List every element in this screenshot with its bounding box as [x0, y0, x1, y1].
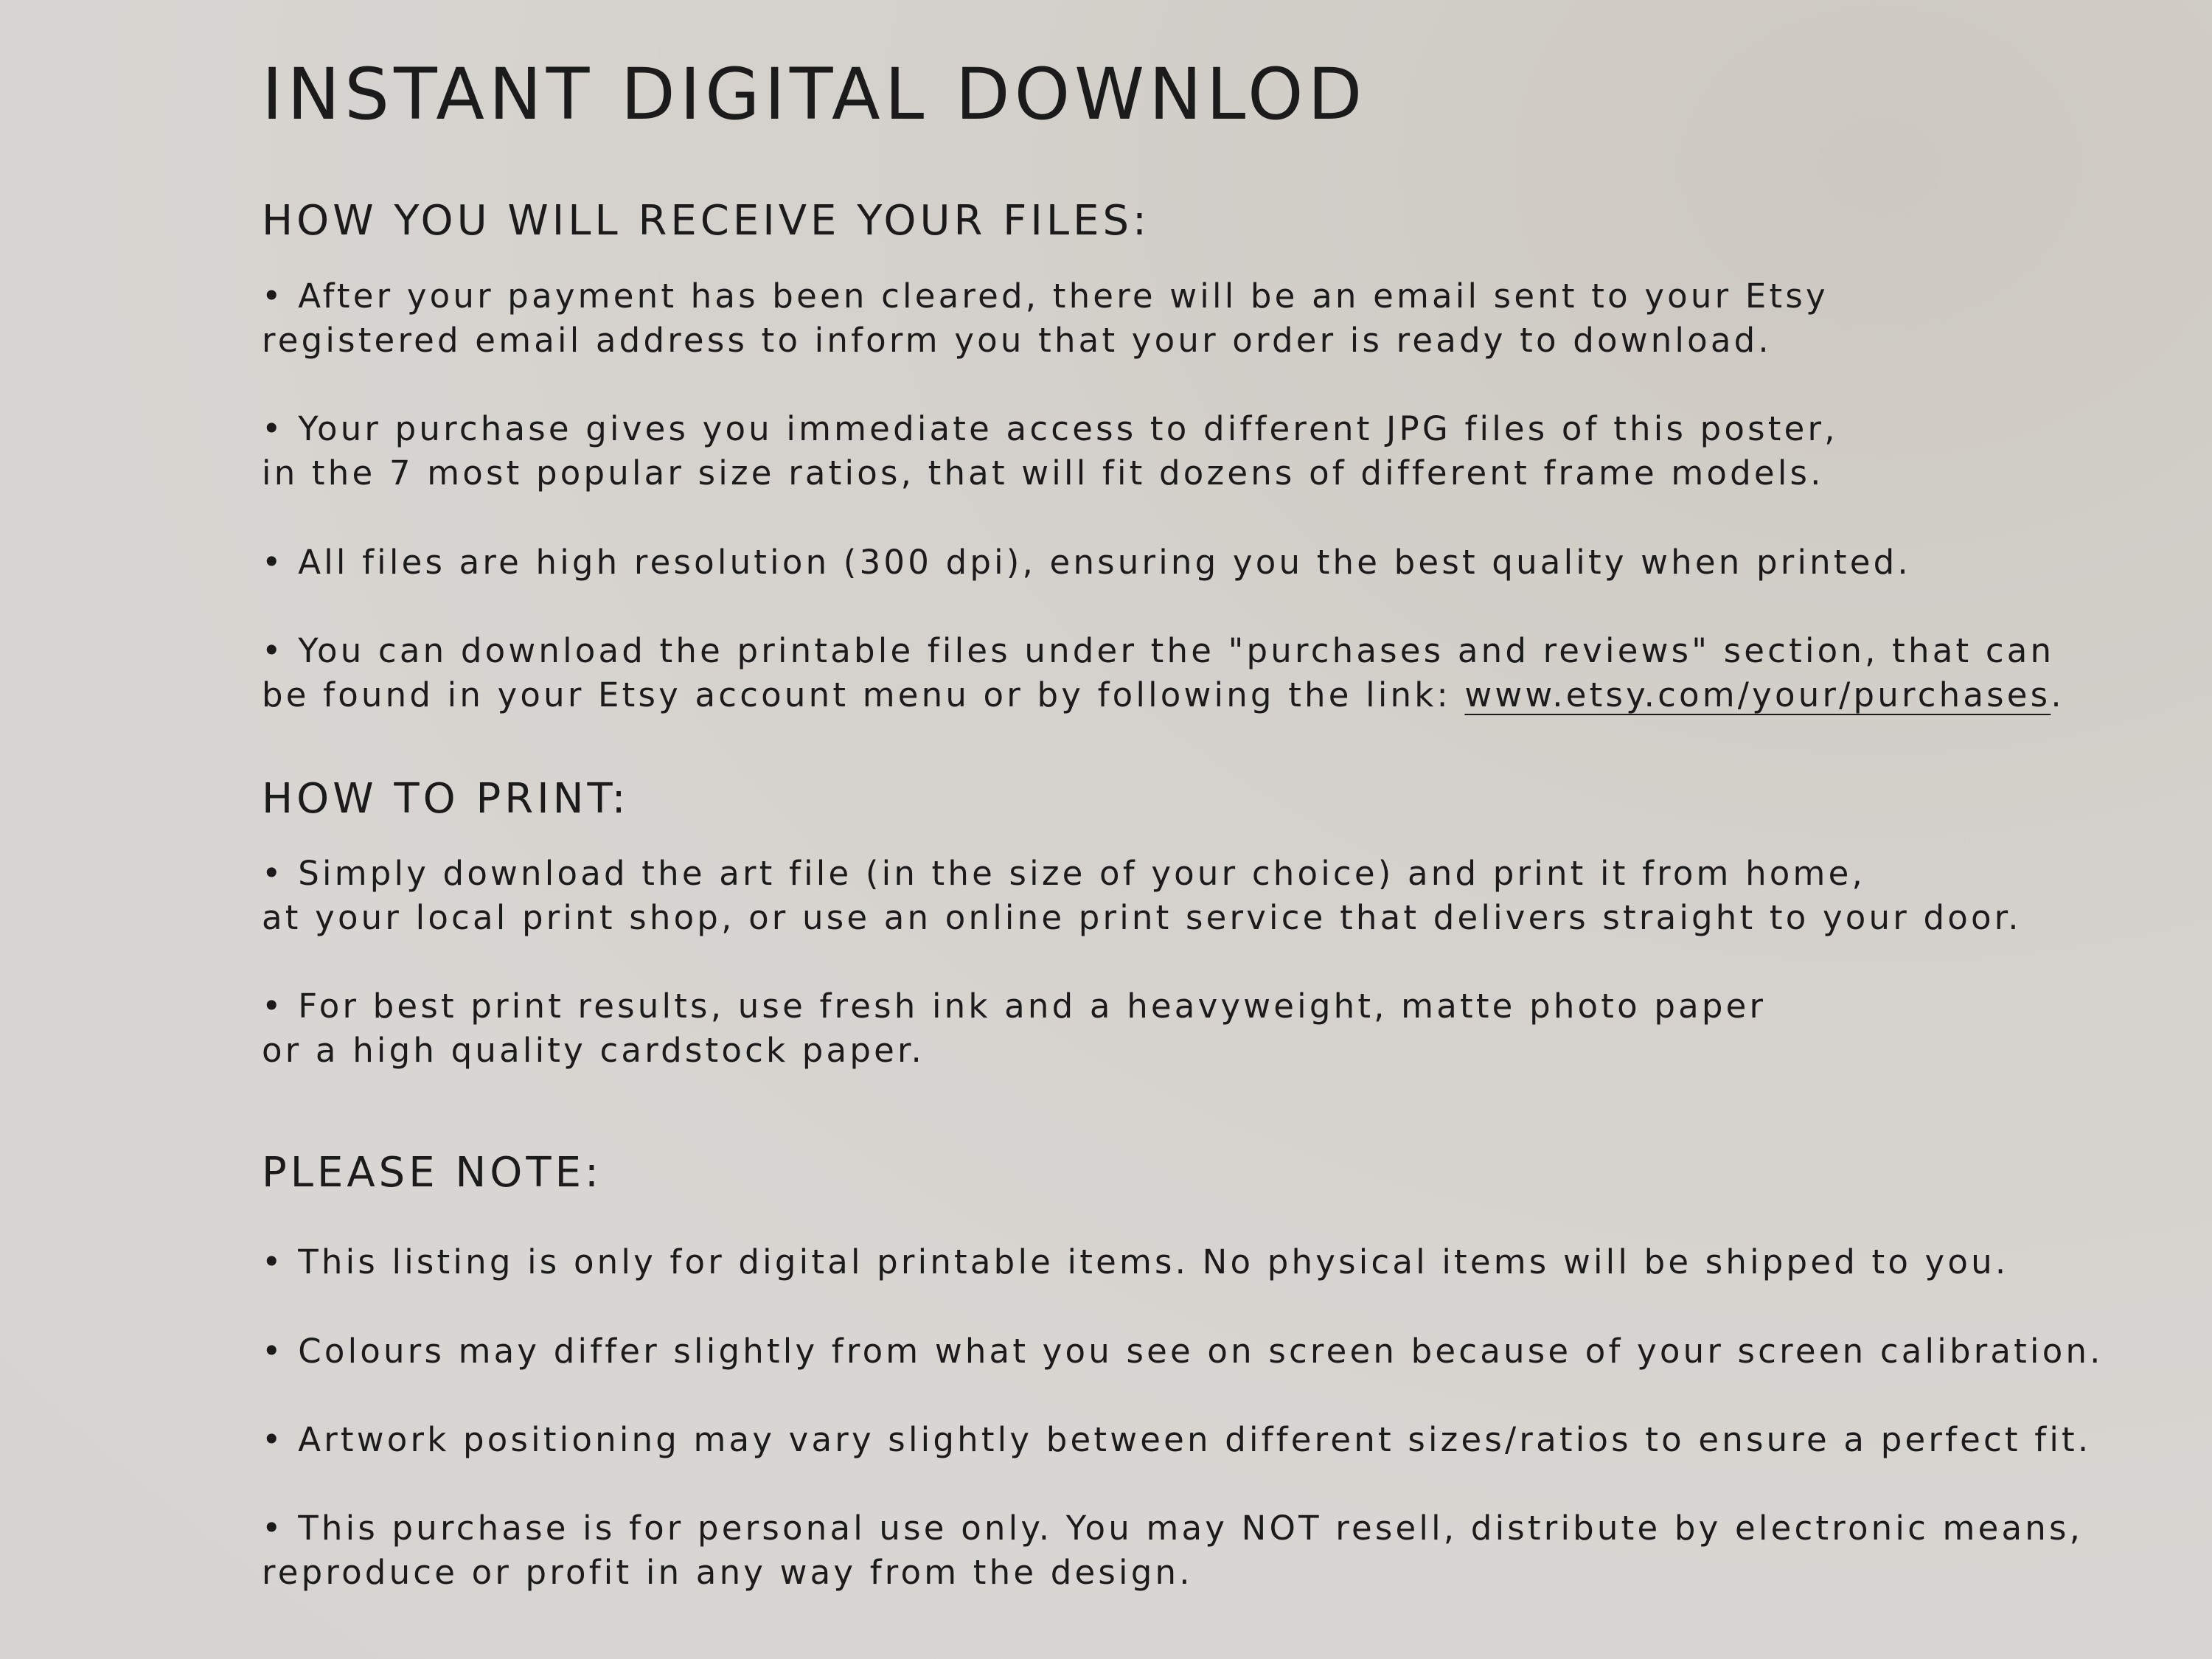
- text-line: at your local print shop, or use an online print service that delivers straight to your door.: [262, 898, 2022, 937]
- text-line: • For best print results, use fresh ink and a heavyweight, matte photo paper: [262, 987, 1767, 1026]
- paragraph-personal-use: [262, 1506, 2083, 1595]
- text-line: or a high quality cardstock paper.: [262, 1031, 925, 1070]
- text-line: • Your purchase gives you immediate access to different JPG files of this poster,: [262, 409, 1838, 448]
- paragraph-payment-cleared: [262, 274, 1829, 363]
- text-line: • All files are high resolution (300 dpi), ensuring you the best quality when printed.: [262, 543, 1911, 582]
- paragraph-best-print-results: [262, 984, 1766, 1073]
- text-fragment: be found in your Etsy account menu or by following the link:: [262, 675, 1465, 714]
- text-line: reproduce or profit in any way from the design.: [262, 1553, 1193, 1592]
- text-line: in the 7 most popular size ratios, that will fit dozens of different frame models.: [262, 453, 1824, 493]
- paragraph-digital-only: [262, 1240, 2008, 1284]
- paragraph-artwork-positioning: [262, 1418, 2091, 1462]
- text-line: • This listing is only for digital printable items. No physical items will be shipped to you.: [262, 1242, 2009, 1281]
- paragraph-download-and-print: [262, 852, 2022, 940]
- text-line: • This purchase is for personal use only. You may NOT resell, distribute by electronic means,: [262, 1509, 2084, 1548]
- paragraph-download-location: [262, 629, 2065, 717]
- text-line: [262, 673, 2065, 717]
- paragraph-immediate-access: [262, 407, 1838, 495]
- section-heading-receive-files: HOW YOU WILL RECEIVE YOUR FILES:: [262, 197, 1150, 245]
- text-line: • You can download the printable files under the "purchases and reviews" section, that can: [262, 631, 2055, 670]
- text-fragment: .: [2051, 675, 2065, 714]
- paragraph-colours-differ: [262, 1329, 2104, 1374]
- page-title: INSTANT DIGITAL DOWNLOD: [262, 53, 1367, 136]
- purchases-link[interactable]: www.etsy.com/your/purchases: [1464, 675, 2051, 714]
- text-line: • Simply download the art file (in the size of your choice) and print it from home,: [262, 854, 1865, 893]
- text-line: registered email address to inform you that your order is ready to download.: [262, 321, 1772, 360]
- text-line: • After your payment has been cleared, there will be an email sent to your Etsy: [262, 276, 1829, 316]
- text-line: • Artwork positioning may vary slightly between different sizes/ratios to ensure a perfect fit.: [262, 1420, 2092, 1459]
- section-heading-please-note: PLEASE NOTE:: [262, 1149, 602, 1197]
- section-heading-how-to-print: HOW TO PRINT:: [262, 775, 630, 823]
- text-line: • Colours may differ slightly from what you see on screen because of your screen calibration.: [262, 1332, 2104, 1371]
- paragraph-high-resolution: [262, 540, 1911, 585]
